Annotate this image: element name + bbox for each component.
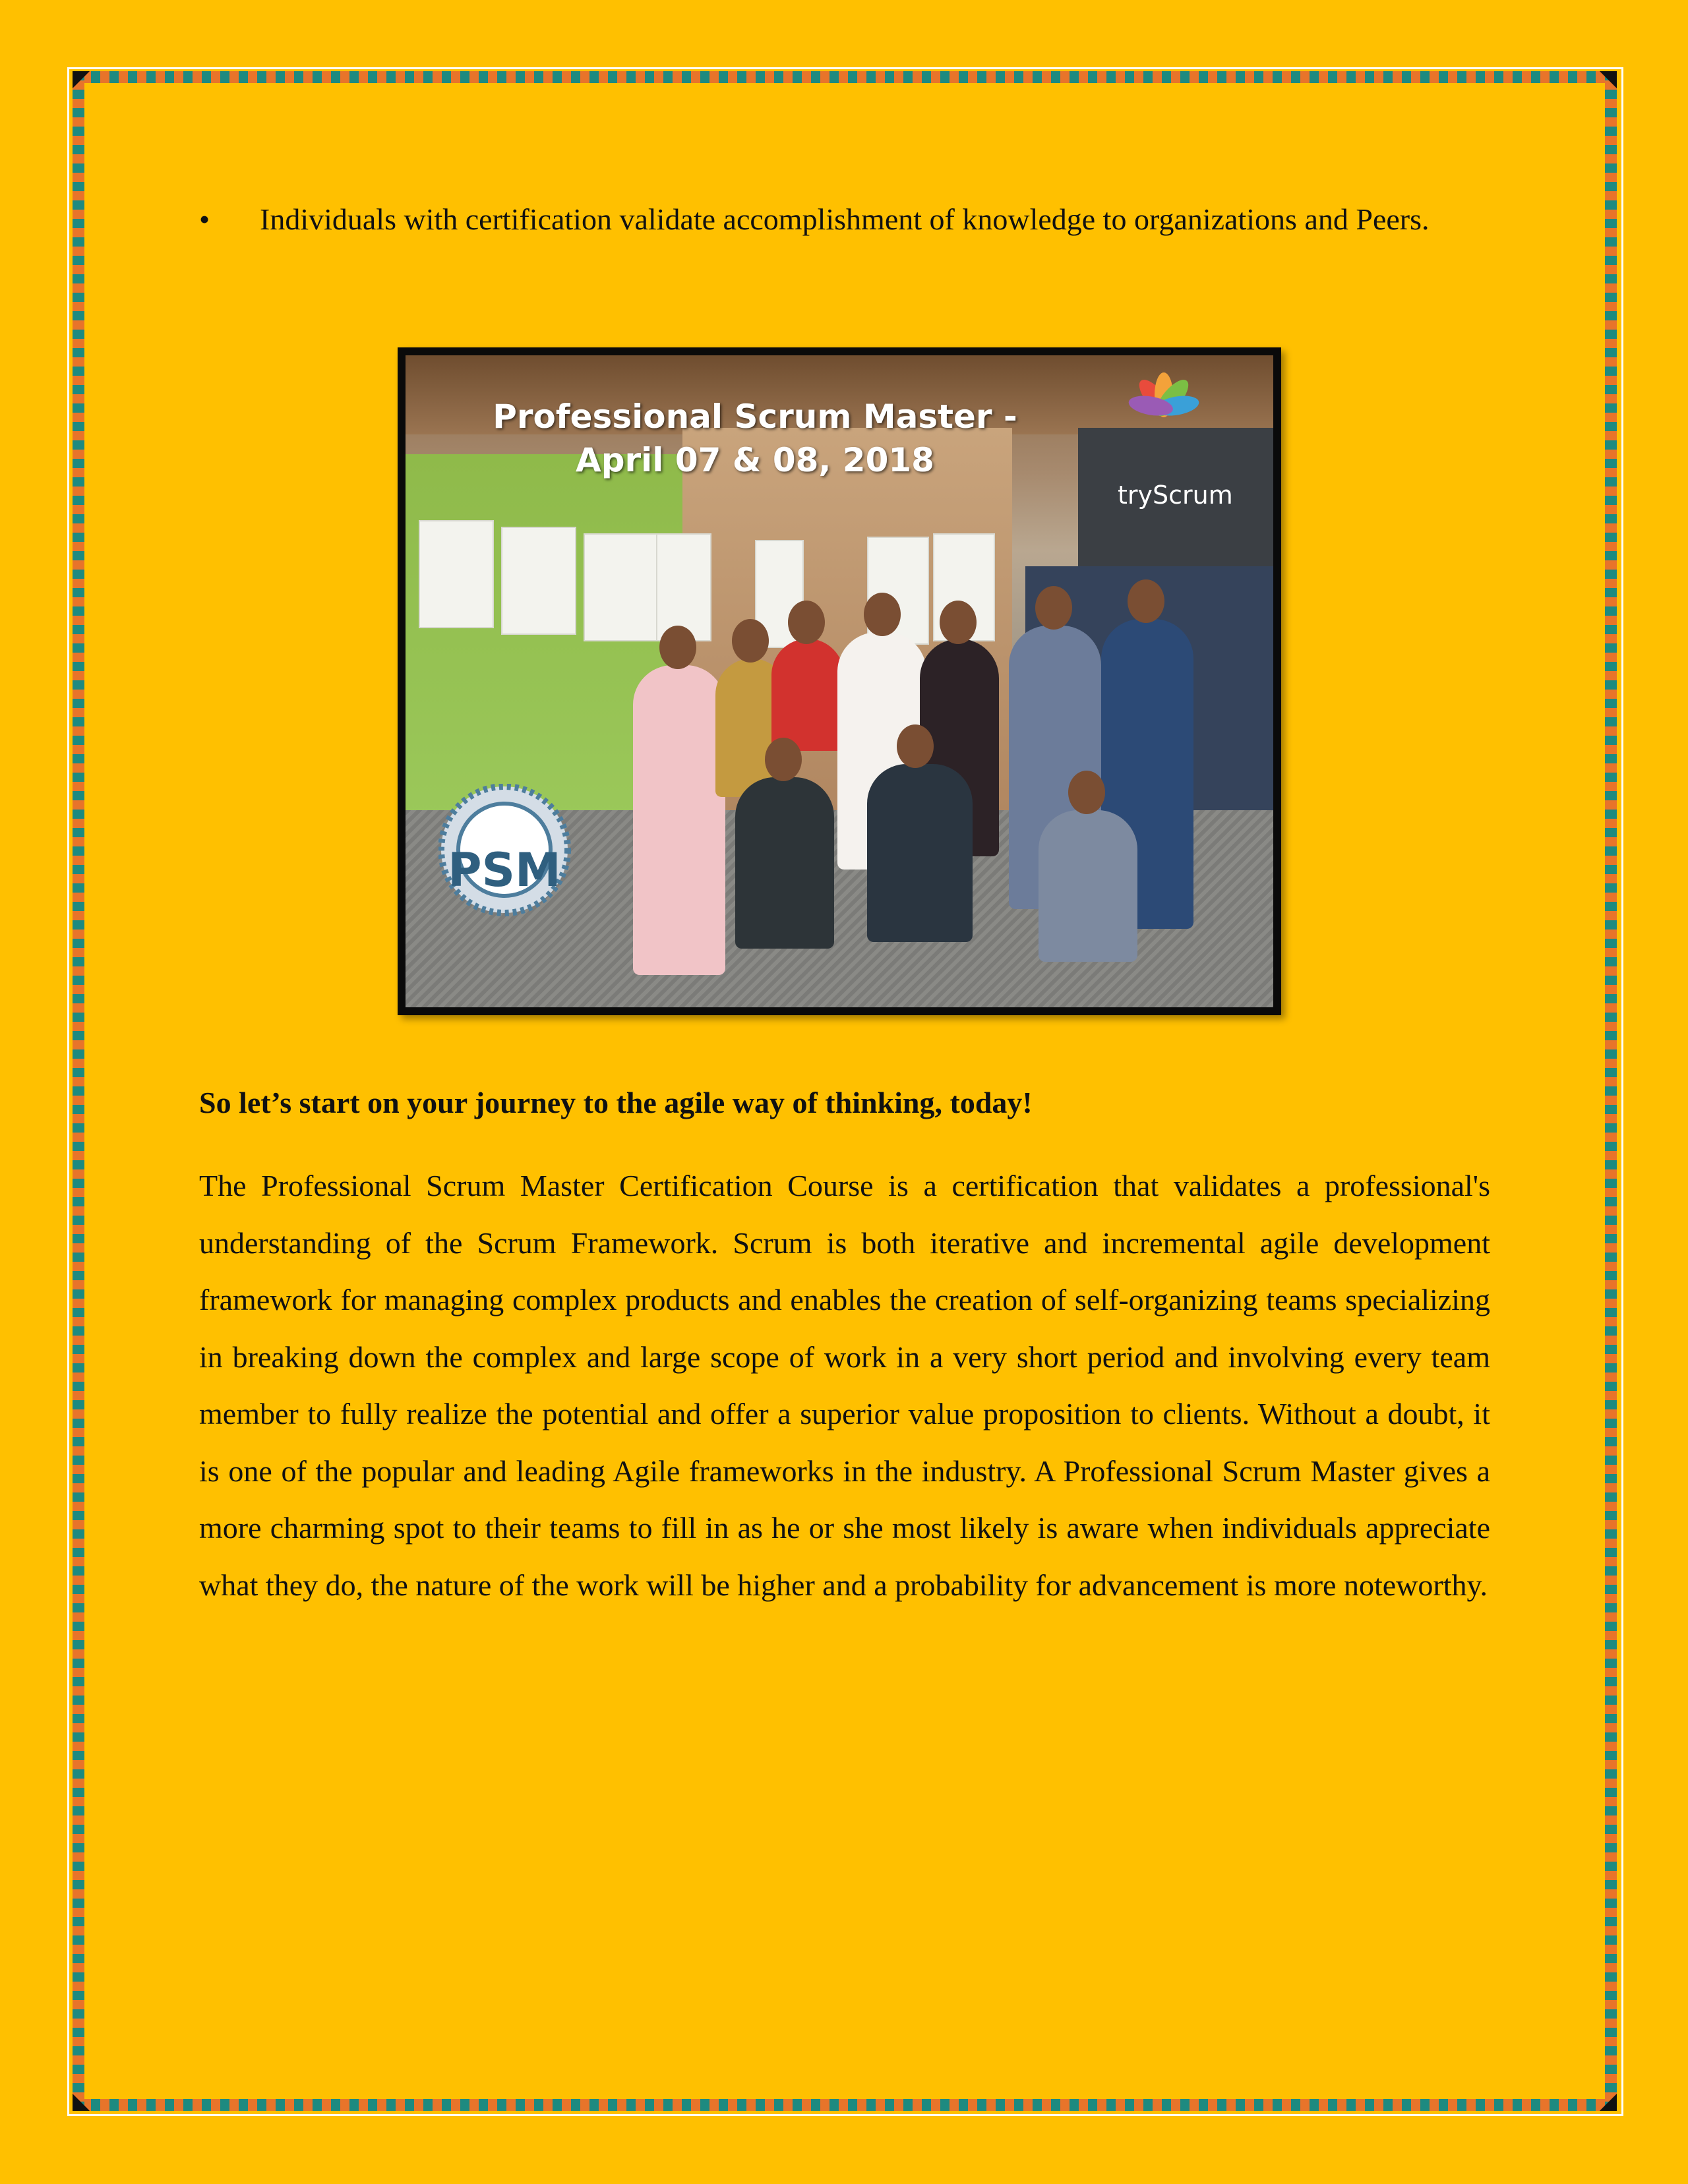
body-paragraph: The Professional Scrum Master Certification Course is a certification that validates a professional's understanding of the Scrum Framework. Scrum is both iterative and incremental agile development framework for managing complex products and enables the creation of self-organizing teams specializing in breaking down the complex and large scope of work in a very short period and involving every team member to fully realize the potential and offer a superior value proposition to clients. Without a doubt, it is one of the popular and leading Agile frameworks in the industry. A Professional Scrum Master gives a more charming spot to their teams to fill in as he or she most likely is aware when individuals appreciate what they do, the nature of the work will be higher and a probability for advancement is more noteworthy. bbox=[199, 1169, 1490, 1602]
person-head bbox=[897, 724, 934, 768]
border-bottom-stripe bbox=[73, 2099, 1617, 2111]
photo-caption-line: Professional Scrum Master - bbox=[493, 398, 1017, 436]
person-head bbox=[940, 601, 977, 644]
psm-badge-label: PSM bbox=[448, 843, 561, 897]
photo-caption bbox=[491, 395, 1019, 482]
photo-frame bbox=[398, 347, 1281, 1015]
person-head bbox=[1068, 771, 1105, 814]
person bbox=[867, 764, 973, 942]
group-photo bbox=[406, 355, 1273, 1007]
tryscrum-logo-icon bbox=[1124, 369, 1203, 448]
section-heading: So let’s start on your journey to the agile way of thinking, today! bbox=[199, 1086, 1033, 1119]
border-right-stripe bbox=[1605, 71, 1617, 2111]
person-head bbox=[1128, 579, 1164, 623]
person-head bbox=[788, 601, 825, 644]
bullet-item bbox=[199, 191, 1490, 248]
bullet-text: Individuals with certification validate accomplishment of knowledge to organizations and Peers. bbox=[260, 202, 1430, 236]
person-head bbox=[1035, 586, 1072, 630]
wall-poster bbox=[419, 520, 494, 628]
photo-caption-line: April 07 & 08, 2018 bbox=[576, 441, 934, 479]
person-head bbox=[732, 619, 769, 663]
wall-poster bbox=[501, 527, 576, 635]
border-left-stripe bbox=[73, 71, 84, 2111]
wall-poster bbox=[584, 533, 659, 641]
bullet-paragraph bbox=[199, 191, 1490, 248]
person-head bbox=[659, 626, 696, 669]
person-head bbox=[765, 738, 802, 781]
person bbox=[633, 665, 725, 975]
bullet-mark: • bbox=[199, 202, 210, 236]
border-top-stripe bbox=[73, 71, 1617, 83]
person bbox=[771, 639, 844, 751]
person bbox=[735, 777, 834, 949]
brand-label: tryScrum bbox=[1118, 481, 1233, 510]
person-head bbox=[864, 593, 901, 636]
person bbox=[1039, 810, 1137, 962]
wall-poster bbox=[656, 533, 711, 641]
